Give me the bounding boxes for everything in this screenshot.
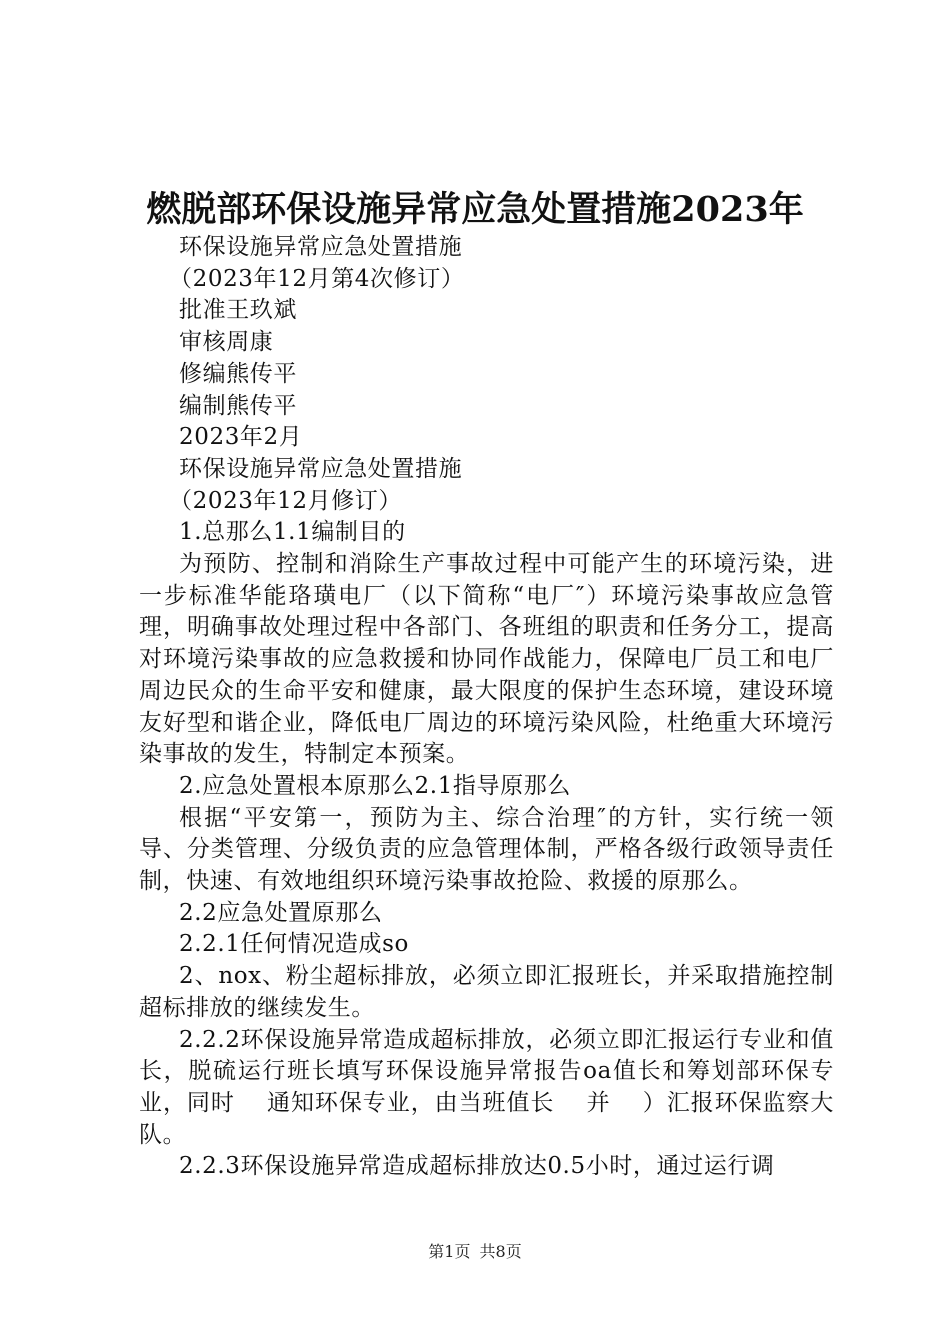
- page-footer: [0, 1242, 950, 1262]
- page-number: 第1页: [428, 1242, 471, 1261]
- paragraph: 2.应急处置根本原那么2.1指导原那么: [179, 772, 571, 799]
- paragraph: 编制熊传平: [179, 392, 297, 419]
- paragraph: 1.总那么1.1编制目的: [179, 519, 406, 546]
- paragraph: （2023年12月修订）: [169, 487, 402, 514]
- page-total: 共8页: [479, 1242, 522, 1261]
- paragraph: 2.2.3环保设施异常造成超标排放达0.5小时，通过运行调: [179, 1153, 775, 1180]
- paragraph: 环保设施异常应急处置措施: [179, 234, 463, 260]
- paragraph: 环保设施异常应急处置措施: [179, 455, 463, 482]
- document-body: [139, 232, 834, 1183]
- paragraph: 2、nox、粉尘超标排放，必须立即汇报班长，并采取措施控制超标排放的继续发生。: [139, 963, 834, 1021]
- paragraph: 修编熊传平: [179, 360, 297, 387]
- paragraph: 为预防、控制和消除生产事故过程中可能产生的环境污染，进一步标准华能珞璜电厂（以下简称“电厂″）环境污染事故应急管理，明确事故处理过程中各部门、各班组的职责和任务分工，提高对环境污染事故的应急救援和协同作战能力，保障电厂员工和电厂周边民众的生命平安和健康，最大限度的保护生态环境，建设环境友好型和谐企业，降低电厂周边的环境污染风险，杜绝重大环境污染事故的发生，特制定本预案。: [139, 551, 834, 768]
- paragraph: 根据“平安第一，预防为主、综合治理″的方针，实行统一领导、分类管理、分级负责的应急管理体制，严格各级行政领导责任制，快速、有效地组织环境污染事故抢险、救援的原那么。: [139, 804, 834, 895]
- paragraph: 2.2.1任何情况造成so: [179, 931, 409, 958]
- paragraph: 2023年2月: [179, 424, 303, 451]
- paragraph: 2.2.2环保设施异常造成超标排放，必须立即汇报运行专业和值长，脱硫运行班长填写环保设施异常报告oa值长和筹划部环保专业，同时 通知环保专业，由当班值长 并 ）汇报环保监察大队。: [139, 1026, 834, 1148]
- paragraph: （2023年12月第4次修订）: [169, 265, 465, 292]
- paragraph: 2.2应急处置原那么: [179, 899, 383, 926]
- document-title: 燃脱部环保设施异常应急处置措施2023年: [146, 189, 804, 230]
- paragraph: 批准王玖斌: [179, 297, 297, 324]
- paragraph: 审核周康: [179, 329, 274, 356]
